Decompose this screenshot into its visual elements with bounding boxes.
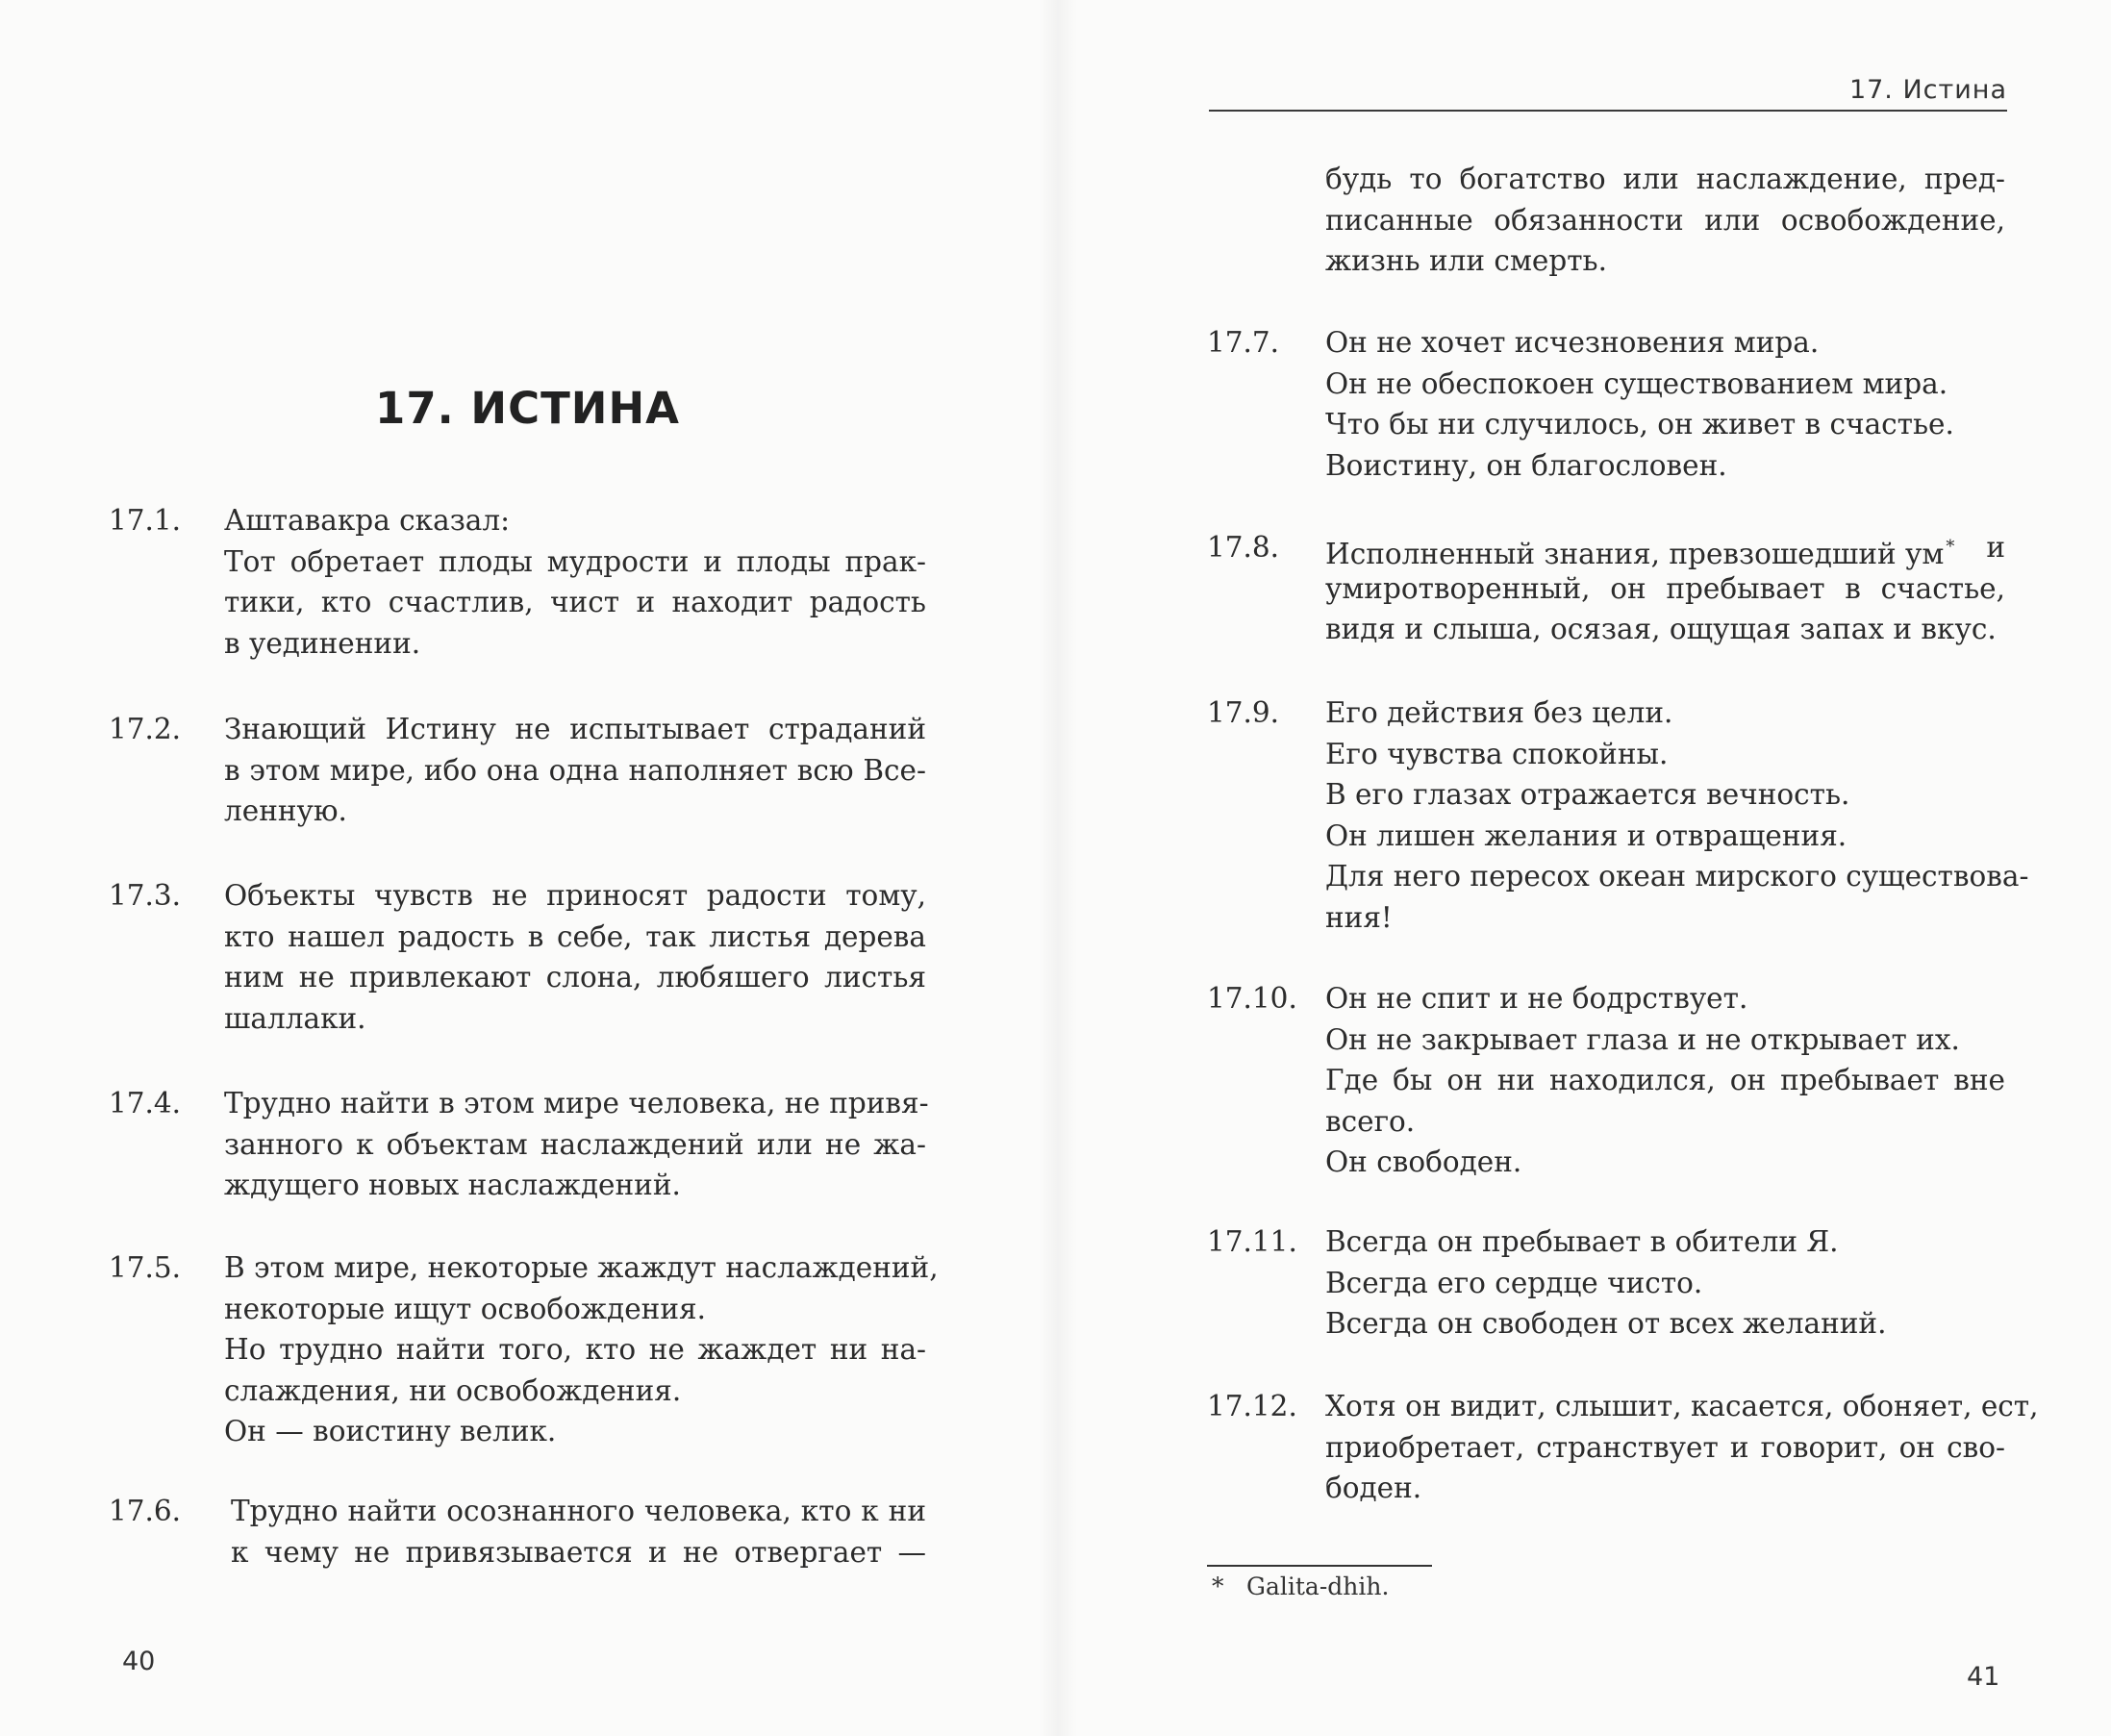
verse-line: Всегда он пребывает в обители Я. bbox=[1325, 1225, 1839, 1258]
verse-line: умиротворенный, он пребывает в счастье, bbox=[1325, 571, 2005, 605]
verse-number: 17.7. bbox=[1207, 326, 1280, 359]
verse-text bbox=[224, 1083, 929, 1206]
verse-line: Его действия без цели. bbox=[1325, 696, 1673, 729]
verse-number: 17.5. bbox=[109, 1251, 182, 1284]
running-head bbox=[1209, 75, 2007, 112]
verse-line: Он не хочет исчезновения мира. bbox=[1325, 326, 1820, 359]
verse-line: Всегда он свободен от всех желаний. bbox=[1325, 1307, 1887, 1340]
page-number-right: 41 bbox=[1967, 1662, 2000, 1692]
verse-line: слаждения, ни освобождения. bbox=[224, 1373, 682, 1407]
verse-line-text: Исполненный знания, превзошедший ум bbox=[1325, 538, 1945, 570]
verse-line: писанные обязанности или освобождение, bbox=[1325, 203, 2005, 237]
verse-line: В его глазах отражается вечность. bbox=[1325, 778, 1850, 811]
verse-line: будь то богатство или наслаждение, пред- bbox=[1325, 163, 2005, 195]
verse-text bbox=[1325, 159, 2005, 282]
verse-text bbox=[1325, 1221, 2005, 1345]
verse-line: Знающий Истину не испытывает страданий bbox=[224, 713, 926, 745]
verse-line: Но трудно найти того, кто не жаждет ни на- bbox=[224, 1333, 926, 1366]
verse-text bbox=[224, 1247, 939, 1452]
verse-line: Он лишен желания и отвращения. bbox=[1325, 818, 1847, 852]
verse-number: 17.4. bbox=[109, 1087, 182, 1120]
verse-line: в уединении. bbox=[224, 626, 421, 660]
footnote-reference-mark: * bbox=[1946, 537, 1955, 557]
verse-line: Где бы он ни находился, он пребывает вне bbox=[1325, 1064, 2005, 1096]
verse-line: Трудно найти в этом мире человека, не привя- bbox=[224, 1087, 929, 1120]
verse-line: тики, кто счастлив, чист и находит радость bbox=[224, 586, 926, 618]
verse-number: 17.11. bbox=[1207, 1225, 1297, 1258]
verse-text bbox=[1325, 322, 2005, 486]
footnote-divider bbox=[1207, 1565, 1432, 1567]
verse-line: Всегда его сердце чисто. bbox=[1325, 1266, 1703, 1299]
verse-line: Воистину, он благословен. bbox=[1325, 448, 1727, 482]
verse-number: 17.1. bbox=[109, 504, 182, 537]
verse-line: всего. bbox=[1325, 1104, 1416, 1138]
verse-text bbox=[1325, 978, 2005, 1183]
verse-line: ним не привлекают слона, любяшего листья bbox=[224, 961, 926, 994]
chapter-title: 17. ИСТИНА bbox=[375, 383, 680, 434]
footnote-mark: * bbox=[1212, 1572, 1224, 1600]
verse-text bbox=[224, 709, 926, 832]
verse-number: 17.8. bbox=[1207, 531, 1280, 564]
verse-line: Его чувства спокойны. bbox=[1325, 737, 1669, 770]
verse-line: некоторые ищут освобождения. bbox=[224, 1292, 706, 1325]
verse-line: боден. bbox=[1325, 1472, 1422, 1504]
verse-number: 17.12. bbox=[1207, 1390, 1297, 1422]
verse-line: Объекты чувств не приносят радости тому, bbox=[224, 879, 926, 912]
verse-line: приобретает, странствует и говорит, он сво- bbox=[1325, 1430, 2005, 1464]
running-head-title: 17. Истина bbox=[1848, 75, 2007, 105]
verse-line: Он не спит и не бодрствует. bbox=[1325, 982, 1748, 1015]
verse-number: 17.3. bbox=[109, 879, 182, 912]
verse-number: 17.9. bbox=[1207, 696, 1280, 729]
verse-line: кто нашел радость в себе, так листья дерева bbox=[224, 919, 926, 953]
verse-number: 17.2. bbox=[109, 713, 182, 745]
verse-line: к чему не привязывается и не отвергает — bbox=[231, 1535, 926, 1569]
left-page bbox=[0, 0, 1055, 1736]
verse-text bbox=[224, 500, 926, 664]
verse-line: шаллаки. bbox=[224, 1001, 366, 1035]
verse-line: Он не закрывает глаза и не открывает их. bbox=[1325, 1022, 1960, 1056]
page-number-left: 40 bbox=[122, 1647, 156, 1676]
verse-line: Для него пересох океан мирского существова- bbox=[1325, 860, 2029, 893]
right-page bbox=[1055, 0, 2111, 1736]
verse-line: жизнь или смерть. bbox=[1325, 244, 1607, 277]
verse-line bbox=[1325, 527, 2005, 568]
verse-number: 17.6. bbox=[109, 1495, 182, 1527]
verse-line: Тот обретает плоды мудрости и плоды прак- bbox=[224, 544, 926, 578]
verse-line: в этом мире, ибо она одна наполняет всю Все- bbox=[224, 753, 926, 787]
verse-line: ленную. bbox=[224, 794, 347, 827]
verse-line: В этом мире, некоторые жаждут наслаждений, bbox=[224, 1251, 939, 1284]
verse-text bbox=[1325, 527, 2005, 650]
verse-text bbox=[231, 1491, 926, 1572]
verse-number: 17.10. bbox=[1207, 982, 1297, 1015]
verse-line: Трудно найти осознанного человека, кто к ни bbox=[231, 1495, 926, 1527]
verse-line-tail: и bbox=[1986, 531, 2005, 564]
verse-line: Он свободен. bbox=[1325, 1145, 1522, 1178]
verse-line: Хотя он видит, слышит, касается, обоняет, ест, bbox=[1325, 1390, 2039, 1422]
verse-text bbox=[1325, 692, 2029, 938]
verse-line: Аштавакра сказал: bbox=[224, 504, 511, 537]
verse-line: ждущего новых наслаждений. bbox=[224, 1169, 681, 1201]
footnote-text: Galita-dhih. bbox=[1246, 1572, 1390, 1600]
verse-line: Он не обеспокоен существованием мира. bbox=[1325, 366, 1948, 400]
footnote bbox=[1212, 1572, 1389, 1600]
verse-text bbox=[224, 875, 926, 1039]
verse-line: видя и слыша, осязая, ощущая запах и вкус. bbox=[1325, 613, 1997, 645]
verse-line: ния! bbox=[1325, 900, 1393, 934]
verse-line: Он — воистину велик. bbox=[224, 1415, 557, 1447]
verse-text bbox=[1325, 1386, 2039, 1509]
verse-line: занного к объектам наслаждений или не жа- bbox=[224, 1127, 926, 1161]
verse-line: Что бы ни случилось, он живет в счастье. bbox=[1325, 408, 1954, 440]
